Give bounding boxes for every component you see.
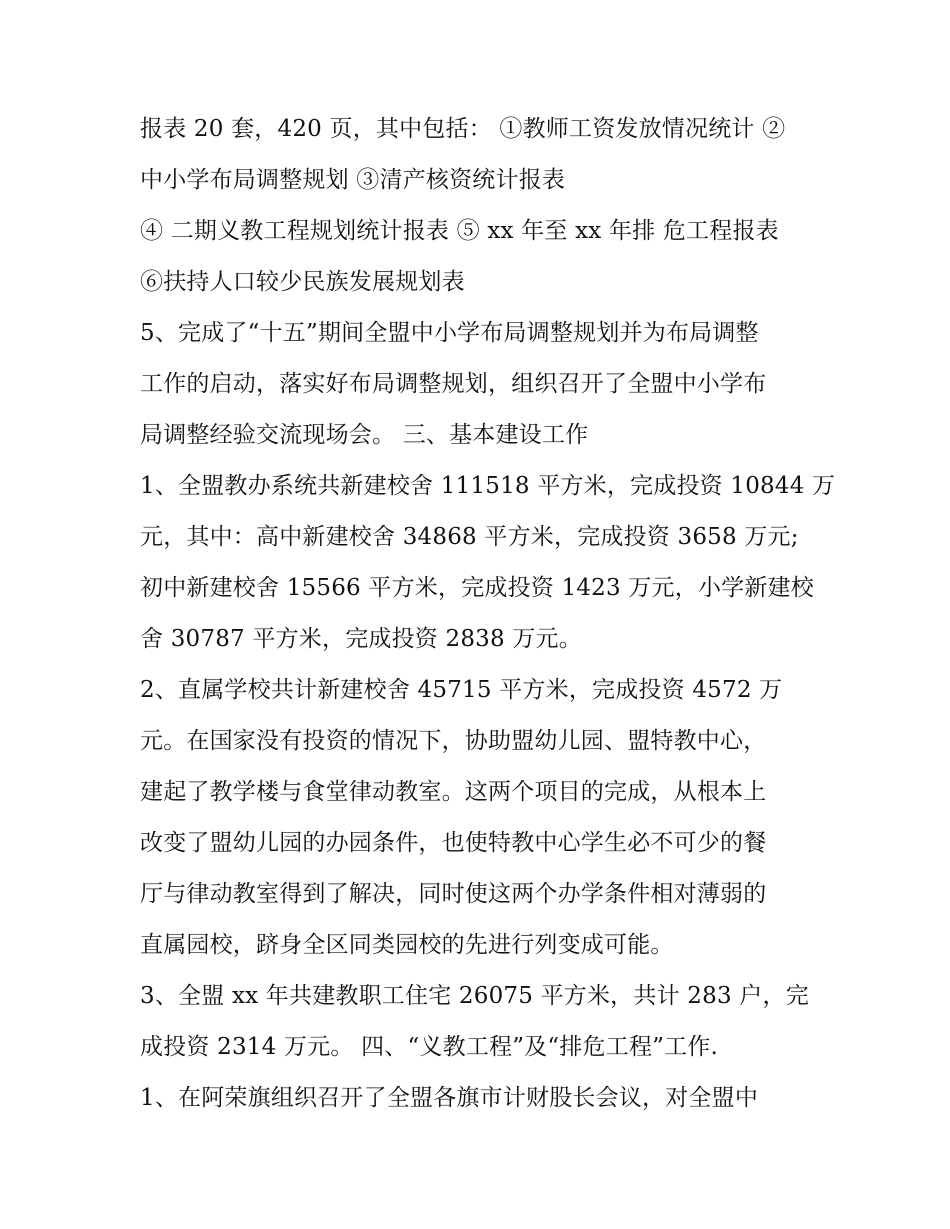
text-line: ④ 二期义教工程规划统计报表 ⑤ xx 年至 xx 年排 危工程报表 [140,218,779,244]
text-line: 直属园校，跻身全区同类园校的先进行列变成可能。 [140,932,674,958]
text-line: 元。在国家没有投资的情况下，协助盟幼儿园、盟特教中心， [140,728,767,754]
text-line: 工作的启动，落实好布局调整规划，组织召开了全盟中小学布 [140,371,767,397]
text-line: 3、全盟 xx 年共建教职工住宅 26075 平方米，共计 283 户，完 [140,983,809,1009]
text-line: 建起了教学楼与食堂律动教室。这两个项目的完成，从根本上 [140,779,767,805]
text-line: ⑥扶持人口较少民族发展规划表 [140,269,465,295]
text-line: 1、全盟教办系统共新建校舍 111518 平方米，完成投资 10844 万 [140,473,836,499]
text-line: 1、在阿荣旗组织召开了全盟各旗市计财股长会议，对全盟中 [140,1085,759,1111]
text-line: 元，其中：高中新建校舍 34868 平方米，完成投资 3658 万元; [140,524,799,550]
text-line: 局调整经验交流现场会。 三、基本建设工作 [140,422,589,448]
text-line: 成投资 2314 万元。 四、“义教工程”及“排危工程”工作. [140,1034,719,1060]
text-line: 报表 20 套，420 页，其中包括： ①教师工资发放情况统计 ② [140,116,786,142]
text-line: 改变了盟幼儿园的办园条件，也使特教中心学生必不可少的餐 [140,830,767,856]
text-line: 2、直属学校共计新建校舍 45715 平方米，完成投资 4572 万 [140,677,783,703]
text-line: 5、完成了“十五”期间全盟中小学布局调整规划并为布局调整 [140,320,759,346]
text-line: 初中新建校舍 15566 平方米，完成投资 1423 万元，小学新建校 [140,575,814,601]
document-body [140,104,836,1124]
text-line: 中小学布局调整规划 ③清产核资统计报表 [140,167,566,193]
text-line: 舍 30787 平方米，完成投资 2838 万元。 [140,626,582,652]
text-line: 厅与律动教室得到了解决，同时使这两个办学条件相对薄弱的 [140,881,767,907]
